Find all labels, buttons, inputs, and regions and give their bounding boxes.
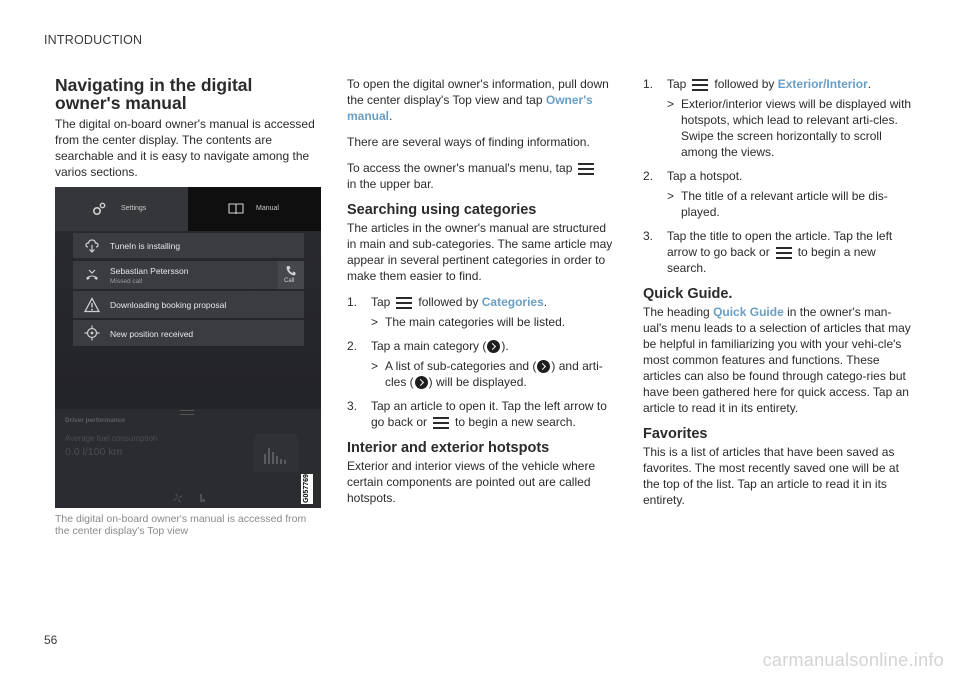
notification-text: New position received — [110, 329, 194, 339]
section-label: INTRODUCTION — [44, 33, 143, 47]
hotspots-heading: Interior and exterior hotspots — [347, 440, 550, 456]
menu-icon — [396, 297, 412, 308]
figure-caption: The digital on-board owner's manual is accessed from the center display's Top view — [55, 513, 307, 537]
hotspots-paragraph: Exterior and interior views of the vehicle where certain components are pointed out are called hotspots. — [347, 459, 596, 505]
categories-link[interactable]: Categories — [481, 295, 544, 309]
driver-performance-panel — [55, 409, 321, 508]
chevron-right-icon — [415, 376, 428, 389]
quick-guide-heading: Quick Guide. — [643, 286, 733, 302]
column-left — [55, 76, 320, 190]
tab-manual-label: Manual — [256, 205, 279, 212]
categories-paragraph: The articles in the owner's manual are structured in main and sub-categories. The same article may appear in several pertinent categories in order to make them easier to find. — [347, 221, 613, 283]
download-icon — [84, 238, 100, 254]
list-item: 2. Tap a hotspot. > The title of a relevant article will be dis-played. — [643, 169, 888, 219]
call-button[interactable] — [278, 261, 304, 289]
notification-position[interactable] — [73, 320, 304, 346]
position-crosshair-icon — [84, 325, 100, 341]
fan-icon — [173, 493, 183, 503]
notification-tunein[interactable] — [73, 233, 304, 258]
fuel-consumption-label: Average fuel consumption — [65, 434, 158, 443]
display-tab-bar — [55, 187, 321, 231]
caller-name: Sebastian Petersson — [110, 266, 189, 276]
drag-handle[interactable] — [180, 410, 194, 415]
ways-paragraph: There are several ways of finding information. — [347, 135, 590, 149]
image-code: G057769 — [302, 474, 310, 503]
hotspot-steps — [643, 76, 913, 276]
menu-icon — [578, 163, 594, 174]
quick-guide-paragraph: The heading Quick Guide in the owner's man-ual's menu leads to a selection of articles that may be helpful in familiarizing you with your vehi-cle's most common features and functions. These articles can also be found through catego-ries but have been gathered here for quick access. Tap an article to read it in its entirety. — [643, 305, 911, 415]
notification-booking[interactable] — [73, 291, 304, 318]
list-item: 2. Tap a main category ( ). > A list of sub-categories and ( ) and arti-cles ( ) will be displayed. — [347, 339, 603, 389]
column-middle — [347, 76, 617, 516]
call-button-label: Call — [284, 278, 295, 284]
tab-manual[interactable] — [188, 187, 321, 231]
bar-graph-icon — [254, 434, 298, 472]
image-code-tag — [301, 474, 313, 504]
owners-manual-link[interactable]: Owner's manual — [347, 93, 593, 123]
warning-icon — [84, 297, 100, 313]
list-item: 1. Tap followed by Exterior/Interior. > Exterior/interior views will be displayed with hotspots, which lead to relevant arti-cles. Swipe the screen horizontally to scroll among the views. — [643, 77, 912, 159]
open-manual-paragraph: To open the digital owner's information, pull down the center display's Top view and tap Owner's manual. — [347, 77, 609, 123]
center-display-figure — [55, 187, 321, 508]
menu-icon — [433, 417, 449, 428]
chevron-right-icon — [537, 360, 550, 373]
menu-icon — [692, 79, 708, 90]
book-icon — [228, 203, 244, 215]
driver-performance-title: Driver performance — [65, 417, 125, 424]
notification-text: TuneIn is installing — [110, 241, 181, 251]
menu-icon — [776, 247, 792, 258]
column-right — [643, 76, 913, 518]
list-item: 1. Tap followed by Categories. > The main categories will be listed. — [347, 295, 566, 329]
exterior-interior-link[interactable]: Exterior/Interior — [777, 77, 868, 91]
categories-heading: Searching using categories — [347, 202, 537, 218]
page-number: 56 — [44, 633, 58, 647]
tab-settings[interactable] — [55, 187, 188, 231]
fuel-consumption-value: 0.0 l/100 km — [65, 446, 123, 458]
tab-settings-label: Settings — [121, 205, 147, 212]
list-item: 3. Tap the title to open the article. Tap the left arrow to go back or to begin a new search. — [643, 229, 893, 275]
categories-steps — [347, 294, 617, 430]
phone-icon — [286, 265, 296, 276]
seat-icon — [197, 493, 207, 503]
notification-text: Downloading booking proposal — [110, 300, 227, 310]
list-item: 3. Tap an article to open it. Tap the left arrow to go back or to begin a new search. — [347, 399, 607, 429]
missed-call-icon — [84, 267, 100, 283]
missed-call-label: Missed call — [110, 278, 143, 285]
gear-icon — [91, 201, 107, 217]
favorites-paragraph: This is a list of articles that have been saved as favorites. The most recently saved one will be at the top of the list. Tap an article to read it in its entirety. — [643, 445, 899, 507]
favorites-heading: Favorites — [643, 426, 708, 442]
notification-missed-call[interactable] — [73, 261, 304, 289]
page-title: Navigating in the digital owner's manual — [55, 75, 253, 113]
intro-paragraph: The digital on-board owner's manual is accessed from the center display. The contents are searchable and it is easy to navigate among the varios sections. — [55, 117, 315, 179]
menu-access-paragraph: To access the owner's manual's menu, tap in the upper bar. — [347, 160, 617, 192]
quick-guide-link[interactable]: Quick Guide — [713, 305, 784, 319]
chevron-right-icon — [487, 340, 500, 353]
watermark: carmanualsonline.info — [762, 650, 944, 670]
